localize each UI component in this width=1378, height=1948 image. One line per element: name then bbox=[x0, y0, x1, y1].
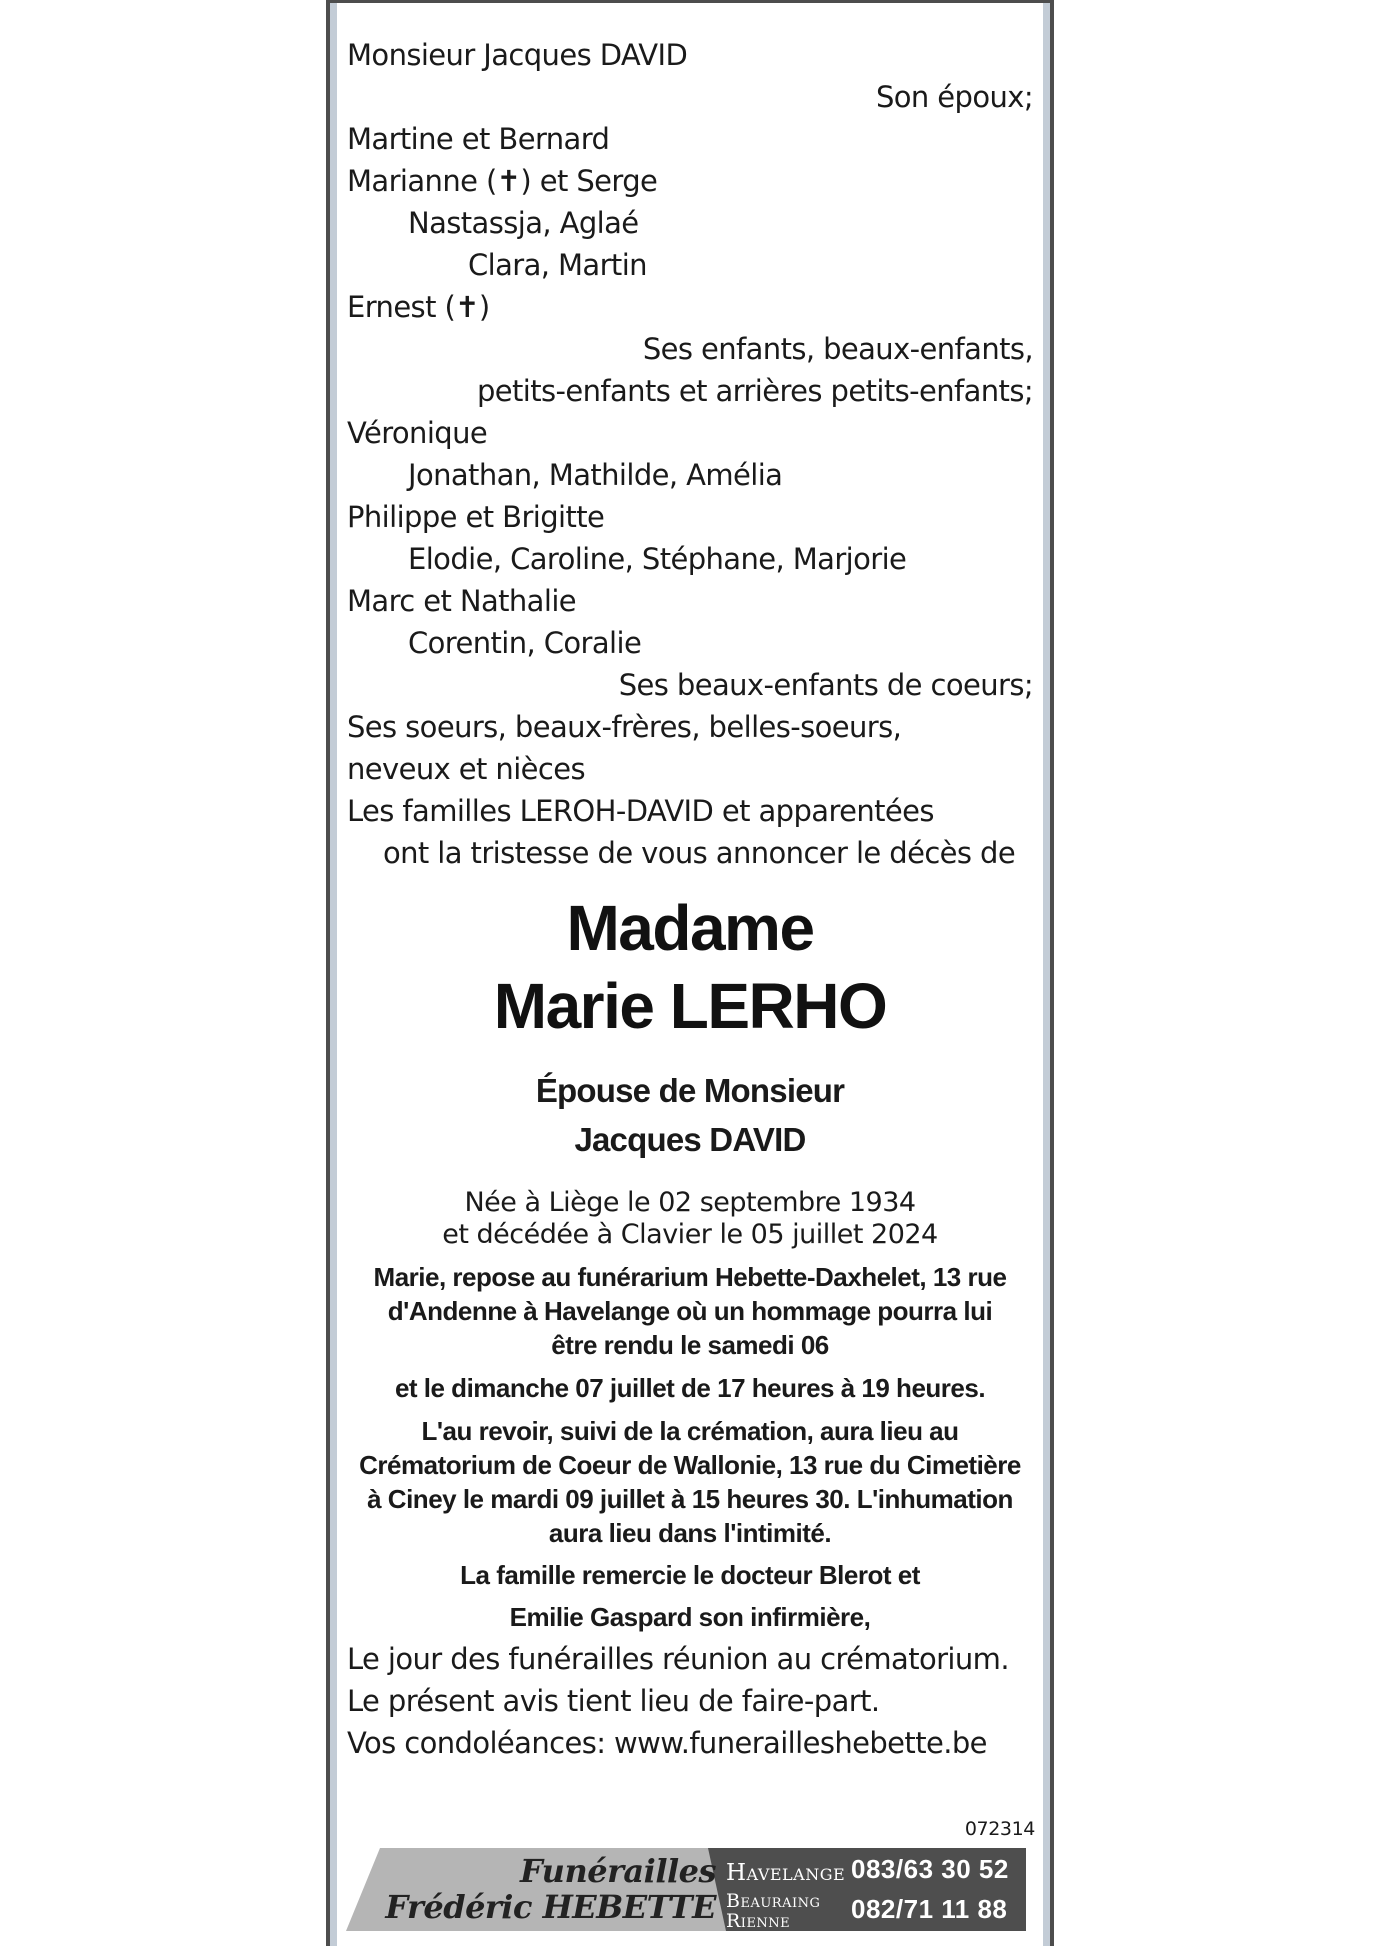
spouse-line: Monsieur Jacques DAVID bbox=[347, 38, 688, 72]
children-role: Ses enfants, beaux-enfants, bbox=[642, 332, 1033, 366]
birth-line: Née à Liège le 02 septembre 1934 bbox=[464, 1187, 916, 1218]
spouse-of-line: Épouse de Monsieur bbox=[535, 1072, 845, 1109]
ceremony-line: aura lieu dans l'intimité. bbox=[548, 1518, 832, 1548]
deceased-name: Marie LERHO bbox=[493, 970, 887, 1042]
relatives-line: neveux et nièces bbox=[347, 752, 585, 786]
ceremony-line: à Ciney le mardi 09 juillet à 15 heures 30. L'inhumation bbox=[367, 1484, 1013, 1514]
funeral-home-name-line2: Frédéric HEBETTE bbox=[385, 1888, 716, 1926]
location-havelange: Havelange bbox=[726, 1860, 846, 1886]
left-border-stripe bbox=[330, 3, 337, 1946]
funeral-home-name-line1: Funérailles bbox=[520, 1852, 716, 1890]
hours-line: et le dimanche 07 juillet de 17 heures à 19 heures. bbox=[394, 1373, 986, 1403]
ceremony-line: Crématorium de Coeur de Wallonie, 13 rue du Cimetière bbox=[359, 1450, 1021, 1480]
repose-line: d'Andenne à Havelange où un hommage pourra lui bbox=[387, 1296, 993, 1326]
reference-number: 072314 bbox=[964, 1818, 1035, 1840]
stepchild-line: Marc et Nathalie bbox=[347, 584, 577, 618]
location-beauraing: Beauraing bbox=[726, 1890, 821, 1912]
child-line: Marianne (✝) et Serge bbox=[347, 164, 658, 198]
step-grandchild-line: Elodie, Caroline, Stéphane, Marjorie bbox=[408, 542, 907, 576]
phone-havelange: 083/63 30 52 bbox=[851, 1854, 1009, 1884]
announce-line: ont la tristesse de vous annoncer le décès de bbox=[383, 836, 1016, 870]
repose-line: être rendu le samedi 06 bbox=[551, 1330, 829, 1360]
repose-line: Marie, repose au funérarium Hebette-Daxhelet, 13 rue bbox=[373, 1262, 1007, 1292]
stepchild-line: Philippe et Brigitte bbox=[347, 500, 605, 534]
death-line: et décédée à Clavier le 05 juillet 2024 bbox=[442, 1219, 938, 1250]
child-line: Ernest (✝) bbox=[347, 290, 490, 324]
thanks-line: La famille remercie le docteur Blerot et bbox=[460, 1560, 920, 1590]
closing-line: Le jour des funérailles réunion au crématorium. bbox=[347, 1642, 1009, 1676]
grandchild-line: Nastassja, Aglaé bbox=[408, 206, 639, 240]
step-grandchild-line: Corentin, Coralie bbox=[408, 626, 642, 660]
great-grandchild-line: Clara, Martin bbox=[468, 248, 647, 282]
relatives-line: Les familles LEROH-DAVID et apparentées bbox=[347, 794, 934, 828]
step-grandchild-line: Jonathan, Mathilde, Amélia bbox=[408, 458, 783, 492]
obituary-card bbox=[326, 0, 1054, 1946]
spouse-role: Son époux; bbox=[875, 80, 1033, 114]
right-border-stripe bbox=[1043, 3, 1050, 1946]
relatives-line: Ses soeurs, beaux-frères, belles-soeurs, bbox=[347, 710, 902, 744]
closing-line: Le présent avis tient lieu de faire-part. bbox=[347, 1684, 880, 1718]
location-rienne: Rienne bbox=[726, 1910, 791, 1932]
thanks-line: Emilie Gaspard son infirmière, bbox=[509, 1602, 871, 1632]
deceased-title: Madame bbox=[566, 892, 814, 964]
stepchildren-role: Ses beaux-enfants de coeurs; bbox=[618, 668, 1033, 702]
children-role: petits-enfants et arrières petits-enfants; bbox=[476, 374, 1033, 408]
condolences-line: Vos condoléances: www.funerailleshebette.be bbox=[347, 1726, 987, 1760]
funeral-home-banner bbox=[346, 1848, 1026, 1931]
child-line: Martine et Bernard bbox=[347, 122, 610, 156]
phone-beauraing: 082/71 11 88 bbox=[851, 1894, 1008, 1924]
ceremony-line: L'au revoir, suivi de la crémation, aura lieu au bbox=[421, 1416, 959, 1446]
spouse-of-name: Jacques DAVID bbox=[574, 1121, 806, 1158]
stepchild-line: Véronique bbox=[347, 416, 488, 450]
